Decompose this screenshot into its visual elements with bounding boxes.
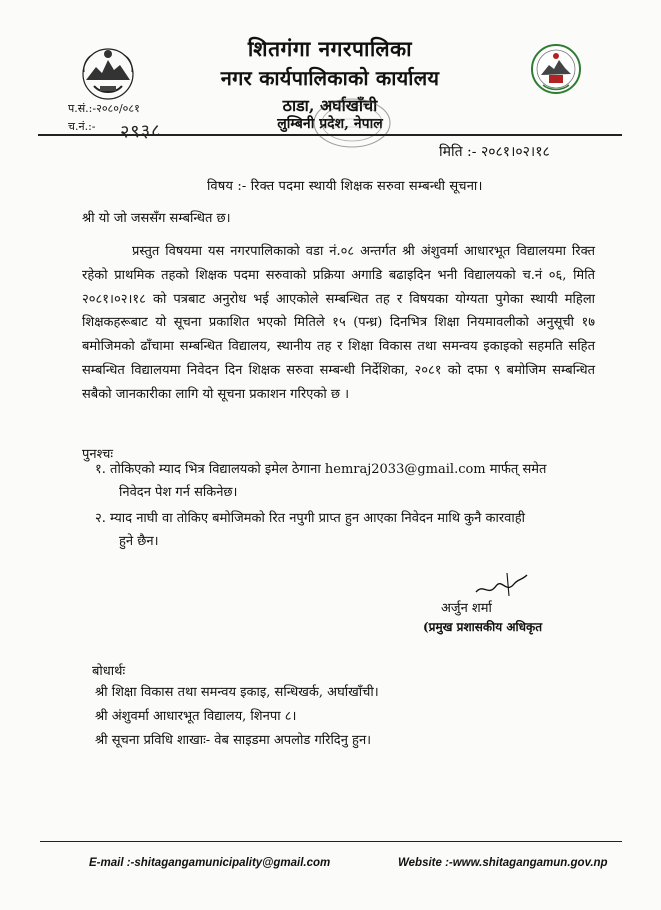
office-name: नगर कार्यपालिकाको कार्यालय — [220, 66, 440, 90]
postscript-item-line-1: तोकिएको म्याद भित्र विद्यालयको इमेल ठेगाना hemraj2033@gmail.com मार्फत् समेत — [110, 462, 547, 477]
office-place-line-2: लुम्बिनी प्रदेश, नेपाल — [277, 116, 383, 132]
postscript-item-line-2: हुने छैन। — [119, 534, 159, 549]
footer-divider — [40, 841, 622, 842]
cc-item: श्री अंशुवर्मा आधारभूत विद्यालय, शिनपा ८। — [95, 709, 297, 724]
footer-website: Website :-www.shitagangamun.gov.np — [398, 857, 608, 869]
cc-item: श्री शिक्षा विकास तथा समन्वय इकाइ, सन्धिखर्क, अर्घाखाँची। — [95, 685, 379, 700]
signatory-title: (प्रमुख प्रशासकीय अधिकृत — [423, 620, 543, 634]
handwritten-signature-icon — [472, 568, 532, 600]
postscript-item — [95, 507, 525, 553]
postscript-item-number: १. — [95, 462, 106, 477]
postscript-label: पुनश्चः — [82, 447, 114, 462]
body-paragraph: प्रस्तुत विषयमा यस नगरपालिकाको वडा नं.०८ अन्तर्गत श्री अंशुवर्मा आधारभूत विद्यालयमा रिक्त रहेको प्राथमिक तहको शिक्षक पदमा सरुवाको प्रक्रिया अगाडि बढाइदिन भनी विद्यालयको च.नं ०६, मिति २०८१।०२।१८ को पत्रबाट अनुरोध भई आएकोले सम्बन्धित तह र विषयका योग्यता पुगेका स्थायी महिला शिक्षकहरूबाट यो सूचना प्रकाशित भएको मितिले १५ (पन्ध्र) दिनभित्र शिक्षा नियमावलीको अनुसूची १७ बमोजिमको ढाँचामा सम्बन्धित विद्यालय, स्थानीय तह र शिक्षा विकास तथा समन्वय इकाइको सहमति सहित सम्बन्धित विद्यालयमा निवेदन दिन शिक्षक सरुवा सम्बन्धी निर्देशिका, २०८१ को दफा ९ बमोजिम सम्बन्धित सबैको जानकारीका लागि यो सूचना प्रकाशन गरिएको छ । — [82, 244, 600, 402]
signatory-name: अर्जुन शर्मा — [441, 601, 492, 616]
office-place-line-1: ठाडा, अर्घाखाँची — [282, 96, 378, 115]
chalani-number: २९३८ — [119, 120, 162, 143]
header-divider — [38, 134, 622, 136]
subject-line: विषय :- रिक्त पदमा स्थायी शिक्षक सरुवा सम्बन्धी सूचना। — [207, 179, 483, 194]
footer-email: E-mail :-shitagangamunicipality@gmail.com — [89, 857, 331, 869]
cc-label: बोधार्थः — [92, 664, 126, 679]
chalani-label: च.नं.:- — [68, 120, 96, 133]
salutation: श्री यो जो जससँग सम्बन्धित छ। — [82, 211, 231, 226]
shitaganga-municipality-logo-icon — [525, 38, 587, 100]
postscript-item-line-2: निवेदन पेश गर्न सकिनेछ। — [119, 485, 238, 500]
organization-name: शितगंगा नगरपालिका — [247, 36, 413, 61]
postscript-item-number: २. — [95, 511, 106, 526]
postscript-item — [95, 458, 546, 504]
office-seal-stamp-icon — [308, 92, 396, 154]
postscript-item-line-1: म्याद नाघी वा तोकिए बमोजिमको रित नपुगी प्राप्त हुन आएका निवेदन माथि कुनै कारवाही — [110, 511, 526, 526]
document-date: मिति :- २०८१।०२।१८ — [439, 144, 550, 160]
patra-sankhya: प.सं.:-२०८०/०८१ — [68, 102, 140, 115]
cc-item: श्री सूचना प्रविधि शाखाः- वेब साइडमा अपलोड गरिदिनु हुन। — [95, 733, 372, 748]
nepal-government-emblem-icon — [74, 38, 142, 106]
